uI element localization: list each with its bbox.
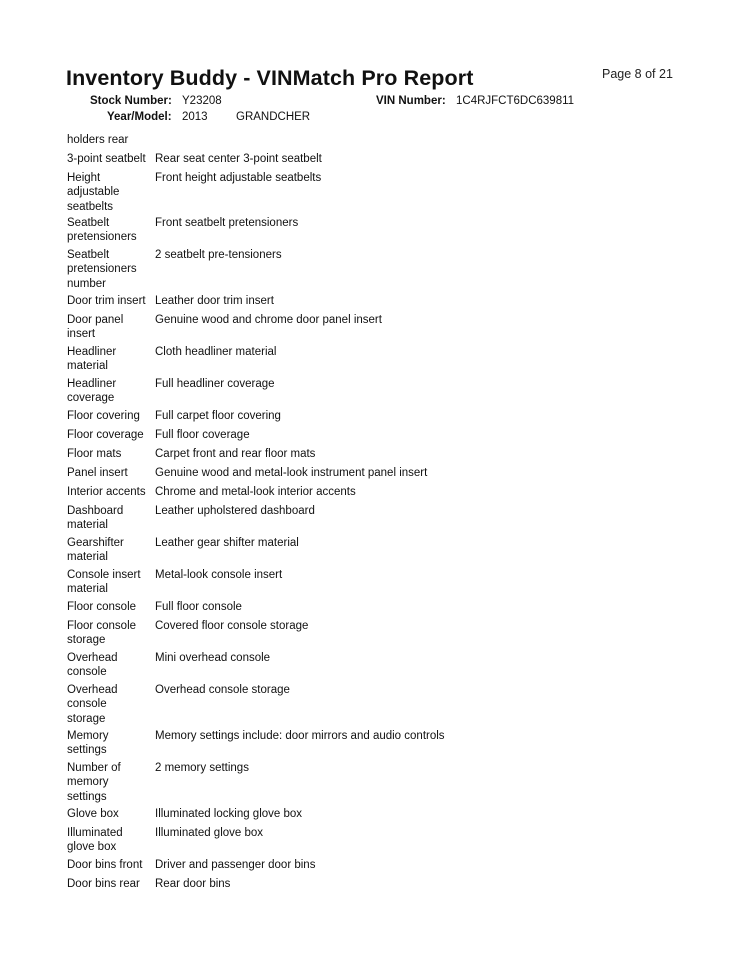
- row-value: Mini overhead console: [155, 652, 271, 664]
- row-value: Genuine wood and metal-look instrument panel insert: [155, 467, 428, 479]
- row-value: Rear door bins: [155, 878, 231, 890]
- row-label: Seatbelt pretensioners: [67, 217, 137, 244]
- year-value: 2013: [182, 111, 208, 123]
- row-value: Driver and passenger door bins: [155, 859, 316, 871]
- row-value: Full carpet floor covering: [155, 410, 281, 422]
- row-value: Full headliner coverage: [155, 378, 275, 390]
- stock-number-value: Y23208: [182, 95, 222, 107]
- row-value: Leather gear shifter material: [155, 537, 299, 549]
- stock-number-label: Stock Number:: [90, 95, 172, 107]
- row-label: Dashboard material: [67, 505, 124, 532]
- row-label: Overhead console storage: [67, 684, 118, 725]
- model-value: GRANDCHER: [236, 111, 311, 123]
- row-label: Floor console storage: [67, 620, 137, 647]
- row-value: 2 seatbelt pre-tensioners: [155, 249, 282, 261]
- row-label: Floor mats: [67, 448, 122, 460]
- row-value: Chrome and metal-look interior accents: [155, 486, 356, 498]
- row-value: Illuminated locking glove box: [155, 808, 303, 820]
- row-label: Door bins front: [67, 859, 143, 871]
- year-model-label: Year/Model:: [107, 111, 172, 123]
- row-label: Glove box: [67, 808, 119, 820]
- row-label: Panel insert: [67, 467, 128, 479]
- row-value: Front seatbelt pretensioners: [155, 217, 299, 229]
- page-number: Page 8 of 21: [602, 67, 673, 81]
- vin-number-label: VIN Number:: [376, 95, 446, 107]
- row-label: Number of memory settings: [67, 762, 121, 803]
- row-value: Carpet front and rear floor mats: [155, 448, 316, 460]
- row-label: Seatbelt pretensioners number: [67, 249, 137, 290]
- row-label: Door trim insert: [67, 295, 146, 307]
- row-label: Console insert material: [67, 569, 141, 596]
- row-label: Door bins rear: [67, 878, 140, 890]
- vin-number-value: 1C4RJFCT6DC639811: [456, 95, 575, 107]
- row-label: Floor covering: [67, 410, 140, 422]
- row-label: Memory settings: [67, 730, 109, 757]
- row-label: 3-point seatbelt: [67, 153, 146, 165]
- row-value: Illuminated glove box: [155, 827, 264, 839]
- row-value: Genuine wood and chrome door panel insert: [155, 314, 382, 326]
- row-value: Leather door trim insert: [155, 295, 274, 307]
- row-value: Full floor console: [155, 601, 242, 613]
- row-label: Interior accents: [67, 486, 146, 498]
- row-label: Illuminated glove box: [67, 827, 123, 854]
- row-value: Cloth headliner material: [155, 346, 277, 358]
- row-label: Floor console: [67, 601, 137, 613]
- row-label: Door panel insert: [67, 314, 124, 341]
- row-value: Overhead console storage: [155, 684, 290, 696]
- row-label: Overhead console: [67, 652, 118, 679]
- row-value: Rear seat center 3-point seatbelt: [155, 153, 322, 165]
- row-value: 2 memory settings: [155, 762, 249, 774]
- row-label: holders rear: [67, 134, 129, 146]
- row-label: Gearshifter material: [67, 537, 124, 564]
- row-label: Height adjustable seatbelts: [67, 172, 120, 213]
- row-value: Front height adjustable seatbelts: [155, 172, 322, 184]
- row-label: Floor coverage: [67, 429, 144, 441]
- report-title: Inventory Buddy - VINMatch Pro Report: [66, 66, 474, 90]
- row-label: Headliner coverage: [67, 378, 117, 405]
- row-value: Memory settings include: door mirrors and audio controls: [155, 730, 445, 742]
- row-value: Leather upholstered dashboard: [155, 505, 315, 517]
- row-value: Full floor coverage: [155, 429, 250, 441]
- row-value: Covered floor console storage: [155, 620, 309, 632]
- row-label: Headliner material: [67, 346, 117, 373]
- row-value: Metal-look console insert: [155, 569, 283, 581]
